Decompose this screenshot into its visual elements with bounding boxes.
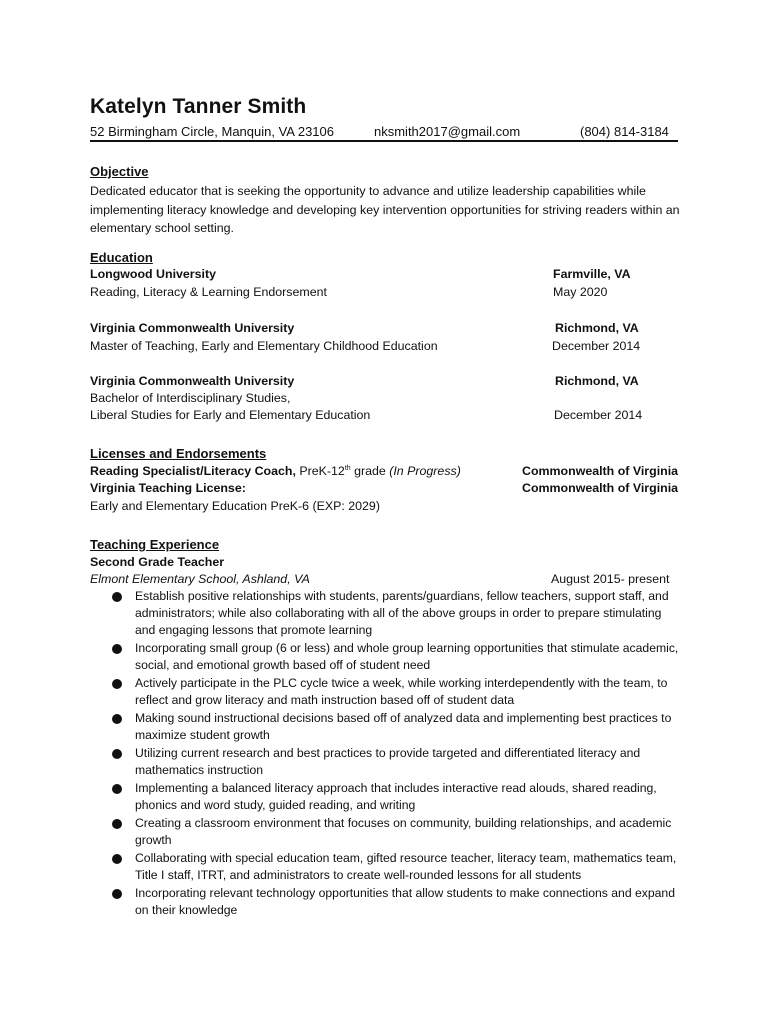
license-grade-suffix: th [344, 464, 351, 472]
license-grade: PreK-12 [295, 464, 345, 478]
degree-detail: Master of Teaching, Early and Elementary Childhood Education [90, 339, 438, 353]
job-place: Elmont Elementary School, Ashland, VA [90, 572, 310, 586]
degree-date: December 2014 [552, 339, 641, 353]
degree-detail: Bachelor of Interdisciplinary Studies, [90, 391, 291, 405]
education-entry-school [90, 374, 680, 391]
objective-heading: Objective [90, 164, 149, 179]
address: 52 Birmingham Circle, Manquin, VA 23106 [90, 124, 334, 139]
job-dates: August 2015- present [551, 572, 670, 586]
experience-bullets [110, 588, 680, 920]
license-detail: Early and Elementary Education PreK-6 (EXP: 2029) [90, 499, 380, 513]
school-location: Richmond, VA [555, 374, 639, 388]
list-item [110, 745, 680, 779]
bullet-icon [112, 749, 122, 759]
degree-detail: Liberal Studies for Early and Elementary Education [90, 408, 371, 422]
job-role: Second Grade Teacher [90, 555, 225, 569]
list-item [110, 588, 680, 640]
bullet-text: Utilizing current research and best practices to provide targeted and differentiated literacy and mathematics instruction [135, 746, 641, 778]
bullet-icon [112, 819, 122, 829]
education-entry-detail [90, 339, 680, 356]
license-grade-word: grade [350, 464, 390, 478]
bullet-icon [112, 784, 122, 794]
candidate-name: Katelyn Tanner Smith [90, 95, 307, 118]
education-entry-school [90, 267, 680, 284]
bullet-icon [112, 889, 122, 899]
school-name: Virginia Commonwealth University [90, 321, 295, 335]
list-item [110, 710, 680, 744]
degree-date: May 2020 [553, 285, 608, 299]
list-item [110, 675, 680, 709]
license-title: Virginia Teaching License: [90, 481, 246, 495]
phone: (804) 814-3184 [580, 124, 669, 139]
school-location: Farmville, VA [553, 267, 631, 281]
school-name: Longwood University [90, 267, 216, 281]
list-item [110, 780, 680, 814]
bullet-icon [112, 714, 122, 724]
bullet-text: Actively participate in the PLC cycle twice a week, while working interdependently with the team, to reflect and grow literacy and math instruction based off of student data [135, 676, 668, 708]
bullet-icon [112, 644, 122, 654]
experience-heading: Teaching Experience [90, 537, 220, 552]
email: nksmith2017@gmail.com [374, 124, 521, 139]
bullet-text: Incorporating small group (6 or less) and whole group learning opportunities that stimulate academic, social, and emotional growth based off of student need [135, 641, 679, 673]
school-name: Virginia Commonwealth University [90, 374, 295, 388]
list-item [110, 815, 680, 849]
license-name [90, 464, 461, 478]
bullet-text: Incorporating relevant technology opportunities that allow students to make connections and expand on their knowledge [135, 886, 675, 918]
licenses-heading: Licenses and Endorsements [90, 446, 267, 461]
bullet-icon [112, 854, 122, 864]
bullet-text: Creating a classroom environment that focuses on community, building relationships, and academic growth [135, 816, 672, 848]
license-title: Reading Specialist/Literacy Coach, [90, 464, 296, 478]
list-item [110, 640, 680, 674]
objective-text: Dedicated educator that is seeking the opportunity to advance and utilize leadership capabilities while implementing literacy knowledge and developing key intervention opportunities for striving readers within an elementary school setting. [90, 184, 680, 235]
list-item [110, 850, 680, 884]
school-location: Richmond, VA [555, 321, 639, 335]
degree-detail: Reading, Literacy & Learning Endorsement [90, 285, 327, 299]
education-entry-detail [90, 391, 680, 408]
bullet-text: Making sound instructional decisions based off of analyzed data and implementing best practices to maximize student growth [135, 711, 672, 743]
education-entry-school [90, 321, 680, 338]
education-entry-detail [90, 408, 680, 425]
license-detail-row [90, 499, 680, 516]
bullet-text: Implementing a balanced literacy approach that includes interactive read alouds, shared reading, phonics and word study, guided reading, and writing [135, 781, 657, 813]
license-issuer: Commonwealth of Virginia [522, 481, 679, 495]
license-entry [90, 464, 680, 481]
header-divider [90, 140, 678, 142]
bullet-text: Establish positive relationships with students, parents/guardians, fellow teachers, support staff, and administrators; while also collaborating with all of the above groups in order to prepare stimulating and engaging lessons that promote learning [135, 589, 669, 638]
education-entry-detail [90, 285, 680, 302]
degree-date: December 2014 [554, 408, 643, 422]
bullet-icon [112, 592, 122, 602]
job-role-row [90, 555, 680, 572]
bullet-text: Collaborating with special education team, gifted resource teacher, literacy team, mathematics team, Title I staff, ITRT, and administrators to create well-rounded lessons for all students [135, 851, 677, 883]
license-entry [90, 481, 680, 498]
license-issuer: Commonwealth of Virginia [522, 464, 679, 478]
license-status: (In Progress) [389, 464, 461, 478]
list-item [110, 885, 680, 919]
education-heading: Education [90, 250, 153, 265]
job-place-row [90, 572, 680, 589]
bullet-icon [112, 679, 122, 689]
